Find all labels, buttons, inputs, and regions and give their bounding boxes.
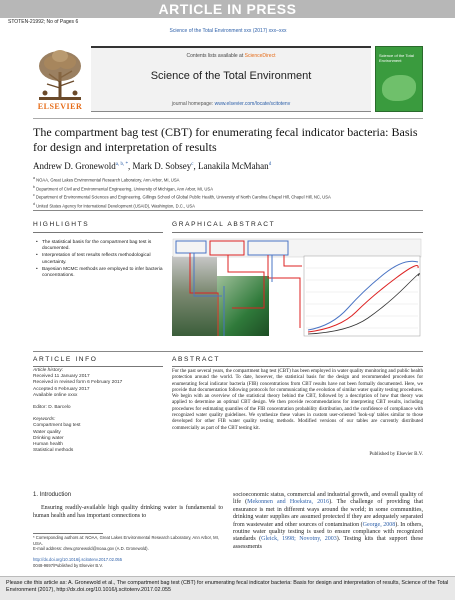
history-label: Article history: — [33, 368, 64, 373]
body-column-left — [33, 492, 223, 520]
cover-art — [382, 75, 416, 101]
cover-title: Science of the Total Environment — [379, 53, 414, 63]
paragraph-text: ). Testing kits that support these assessments — [233, 536, 423, 550]
section-rule — [33, 366, 163, 367]
article-info — [33, 368, 163, 454]
corresponding-author-footnote — [33, 535, 223, 552]
citation-link[interactable]: George, 2008 — [362, 521, 396, 528]
highlights-heading: HIGHLIGHTS — [33, 221, 90, 228]
graphical-abstract-diagram — [172, 238, 422, 338]
footnote-rule — [33, 533, 103, 534]
divider — [33, 210, 423, 211]
body-column-right — [233, 492, 423, 551]
section-rule — [172, 232, 423, 233]
graphical-abstract-figure[interactable] — [172, 238, 422, 338]
banner-title: ARTICLE IN PRESS — [158, 1, 297, 17]
doi-block — [33, 557, 223, 568]
keyword: Compartment bag test — [33, 423, 81, 429]
publisher-name: ELSEVIER — [37, 102, 83, 111]
divider — [33, 351, 423, 352]
citation-link[interactable]: Mekonnen and Hoekstra, 2016 — [247, 499, 330, 506]
abstract-heading: ABSTRACT — [172, 356, 220, 363]
elsevier-tree-icon — [33, 46, 87, 102]
section-heading-introduction: 1. Introduction — [33, 492, 72, 498]
email-text[interactable]: E-mail address: drew.gronewold@noaa.gov (A.D. Gronewold). — [33, 546, 149, 552]
highlights-list — [36, 240, 164, 280]
author-name[interactable]: Mark D. Sobsey — [132, 161, 192, 171]
editor: Editor: D. Barcelo — [33, 405, 71, 411]
homepage-prefix: journal homepage: — [171, 101, 215, 107]
article-in-press-banner — [0, 0, 455, 18]
keyword: Water quality — [33, 429, 61, 435]
affiliation: $^c$ Department of Environmental Sciences and Engineering, Gillings School of Global Public Health, University of North Carolina Chapel Hill, Chapel Hill, NC, USA — [33, 193, 331, 200]
keywords-label: Keywords: — [33, 417, 56, 423]
author-name[interactable]: Andrew D. Gronewold — [33, 161, 116, 171]
graphical-abstract-heading: GRAPHICAL ABSTRACT — [172, 221, 276, 228]
contents-prefix: Contents lists available at — [186, 53, 245, 59]
contents-line — [91, 53, 371, 59]
masthead-center — [91, 46, 371, 112]
highlight-item: • Bayesian MCMC methods are employed to infer bacteria concentrations. — [36, 267, 164, 279]
published-by: Published by Elsevier B.V. — [369, 452, 423, 457]
citation-link[interactable]: Gleick, 1998; Novotny, 2003 — [261, 536, 337, 543]
keyword: Statistical methods — [33, 448, 74, 454]
revised-date: Received in revised form 6 February 2017 — [33, 380, 123, 386]
homepage-line — [91, 101, 371, 107]
affiliations — [33, 175, 423, 209]
online-date: Available online xxxx — [33, 392, 78, 398]
paragraph: Ensuring readily-available high quality drinking water is fundamental to human health and has important connections to — [33, 505, 223, 519]
author-name[interactable]: Lanakila McMahan — [197, 161, 269, 171]
keyword: Drinking water — [33, 435, 64, 441]
paragraph-text: ). The challenge of providing that ensurance is met in different ways around the world; in some communities, drinking water supplies are assumed protected if they are adequately separated from wastewater and other sources of contamination ( — [233, 499, 424, 528]
sciencedirect-link[interactable]: ScienceDirect — [244, 53, 276, 59]
article-info-heading: ARTICLE INFO — [33, 356, 98, 363]
author-marks: c — [191, 162, 194, 167]
please-cite-box: Please cite this article as: A. Gronewold et al., The compartment bag test (CBT) for enumerating fecal indicator bacteria: Basis for design and interpretation of results, Science of the Total Environment (2017), http://dx.doi.org/10.1016/j.scitotenv.2017.02.055 — [0, 576, 455, 600]
author-list: Andrew D. Gronewold$^{a, b, *}$, Mark D. Sobsey$^c$, Lanakila McMahan$^d$ — [33, 161, 272, 171]
homepage-link[interactable]: www.elsevier.com/locate/scitotenv — [214, 101, 291, 107]
section-rule — [172, 366, 423, 367]
journal-citation-link[interactable]: Science of the Total Environment xxx (2017) xxx–xxx — [169, 28, 287, 34]
affiliation: $^a$ NOAA, Great Lakes Environmental Research Laboratory, Ann Arbor, MI, USA — [33, 176, 180, 183]
highlight-item: • The statistical basis for the compartment bag test is documented. — [36, 240, 164, 252]
article-title: The compartment bag test (CBT) for enumerating fecal indicator bacteria: Basis for design and interpretation of results — [33, 125, 418, 154]
issn-text: 0048-9697/Published by Elsevier B.V. — [33, 562, 103, 568]
corresponding-text: * Corresponding authors at: NOAA, Great Lakes Environmental Research Laboratory, Ann Arbor, MI, USA. — [33, 535, 219, 546]
highlight-item: • Interpretation of test results reflects methodological uncertainty. — [36, 253, 164, 265]
abstract-text: For the past several years, the compartment bag test (CBT) has been employed in water quality monitoring and public health protection around the world. To date, however, the statistical basis for the design and recommended procedures for enumerating fecal indicator bacteria (FIB) concentrations from CBT results have not been formally documented. Here, we provide that documentation following protocols for communicating the evolution of similar water quality testing procedures. We begin with an overview of the statistical theory behind the CBT, followed by a description of how that theory was applied to determine an optimal CBT design. We then provide recommendations for interpreting CBT results, including procedures for estimating quantiles of the FIB concentration probability distribution, and the confidence of compliance with recognized water quality guidelines. We synthesize these values in custom user-oriented 'look-up' tables similar to those developed for other FIB water quality testing methods. Modified versions of our tables are currently distributed commercially as part of the CBT testing kit. — [172, 369, 423, 431]
keyword: Human health — [33, 442, 63, 448]
elsevier-logo — [33, 46, 87, 112]
divider — [33, 118, 423, 119]
journal-cover-image — [375, 46, 423, 112]
affiliation: $^d$ United States Agency for International Development (USAID), Washington, D.C., USA — [33, 201, 195, 209]
affiliation: $^b$ Department of Civil and Environmental Engineering, University of Michigan, Ann Arbor, MI, USA — [33, 184, 214, 191]
accepted-date: Accepted 6 February 2017 — [33, 386, 90, 392]
article-id: STOTEN-21992; No of Pages 6 — [8, 19, 79, 25]
paragraph-text: ). In others, routine water quality testing is used to ensure compliance with recognized standards ( — [233, 521, 423, 543]
section-rule — [33, 232, 163, 233]
doi-link[interactable]: http://dx.doi.org/10.1016/j.scitotenv.2017.02.055 — [33, 557, 123, 562]
paragraph-text: socioeconomic status, commercial and industrial growth, and overall quality of life ( — [233, 492, 423, 506]
author-marks: a, b, * — [115, 162, 128, 167]
received-date: Received 11 January 2017 — [33, 374, 90, 380]
journal-masthead — [33, 46, 423, 112]
author-marks: d — [268, 162, 272, 167]
journal-name: Science of the Total Environment — [150, 70, 312, 82]
